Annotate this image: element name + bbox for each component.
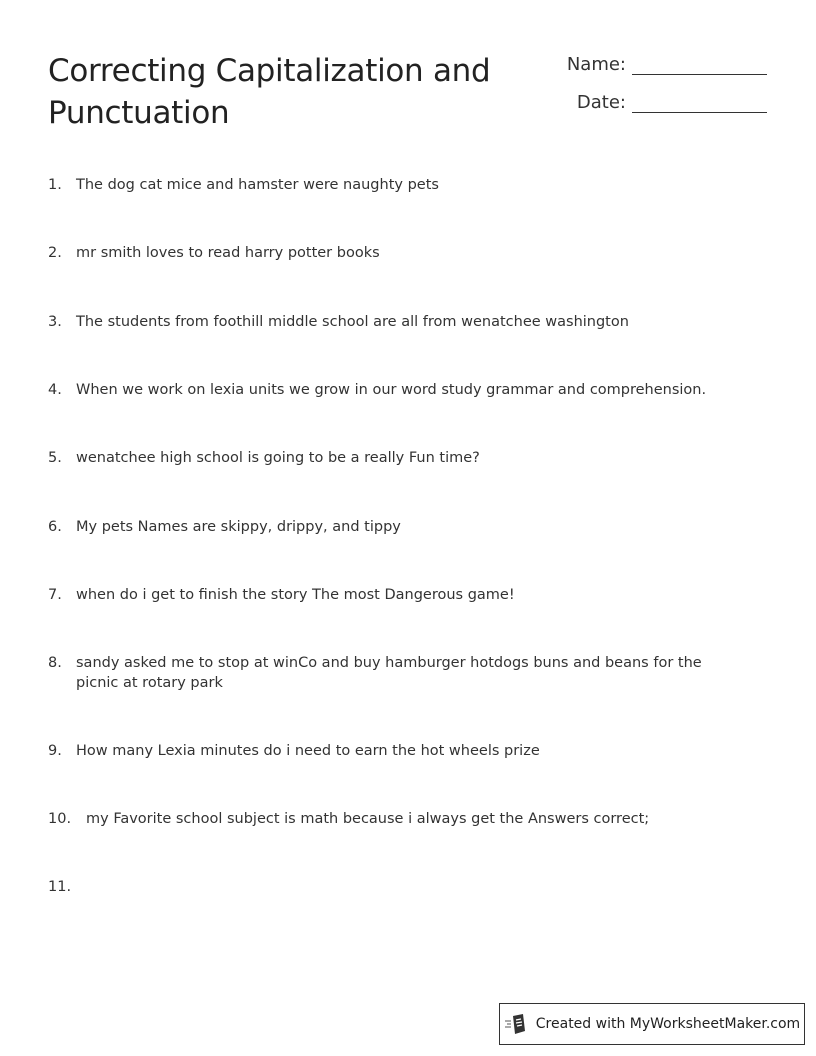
question-number: 10.	[48, 811, 72, 827]
question-item	[48, 312, 748, 332]
question-number: 7.	[48, 587, 62, 603]
question-text	[86, 877, 748, 897]
footer-credit	[499, 1003, 805, 1045]
question-text: The students from foothill middle school are all from wenatchee washington	[76, 314, 629, 330]
footer-text: Created with MyWorksheetMaker.com	[535, 1016, 801, 1032]
question-item	[48, 809, 748, 829]
date-blank-line	[632, 90, 767, 113]
question-text: When we work on lexia units we grow in our word study grammar and comprehension.	[76, 382, 707, 398]
question-text: wenatchee high school is going to be a really Fun time?	[76, 450, 480, 466]
question-number: 9.	[48, 743, 62, 759]
question-item	[48, 243, 748, 263]
question-number: 1.	[48, 177, 62, 193]
question-text: mr smith loves to read harry potter books	[76, 245, 380, 261]
question-text: My pets Names are skippy, drippy, and tippy	[76, 519, 401, 535]
question-item	[48, 741, 748, 761]
worksheet-maker-logo-icon	[504, 1013, 528, 1035]
question-number: 3.	[48, 314, 62, 330]
worksheet-title: Correcting Capitalization and Punctuation	[48, 53, 491, 131]
question-item	[48, 380, 748, 400]
question-text: How many Lexia minutes do i need to earn the hot wheels prize	[76, 743, 540, 759]
question-item	[48, 448, 748, 468]
question-number: 5.	[48, 450, 62, 466]
date-field	[546, 90, 767, 113]
question-text: my Favorite school subject is math because i always get the Answers correct;	[86, 811, 650, 827]
question-item	[48, 175, 748, 195]
question-text: when do i get to finish the story The most Dangerous game!	[76, 587, 515, 603]
question-number: 8.	[48, 655, 62, 671]
question-number: 11.	[48, 879, 72, 895]
question-item	[48, 585, 748, 605]
question-item	[48, 517, 748, 537]
date-label: Date:	[576, 92, 626, 113]
name-field	[546, 52, 767, 75]
question-item	[48, 877, 748, 897]
question-number: 2.	[48, 245, 62, 261]
question-item	[48, 653, 748, 693]
question-number: 4.	[48, 382, 62, 398]
question-text: sandy asked me to stop at winCo and buy hamburger hotdogs buns and beans for the picnic at rotary park	[76, 655, 702, 691]
question-text: The dog cat mice and hamster were naughty pets	[76, 177, 439, 193]
question-number: 6.	[48, 519, 62, 535]
name-label: Name:	[566, 54, 626, 75]
name-blank-line	[632, 52, 767, 75]
